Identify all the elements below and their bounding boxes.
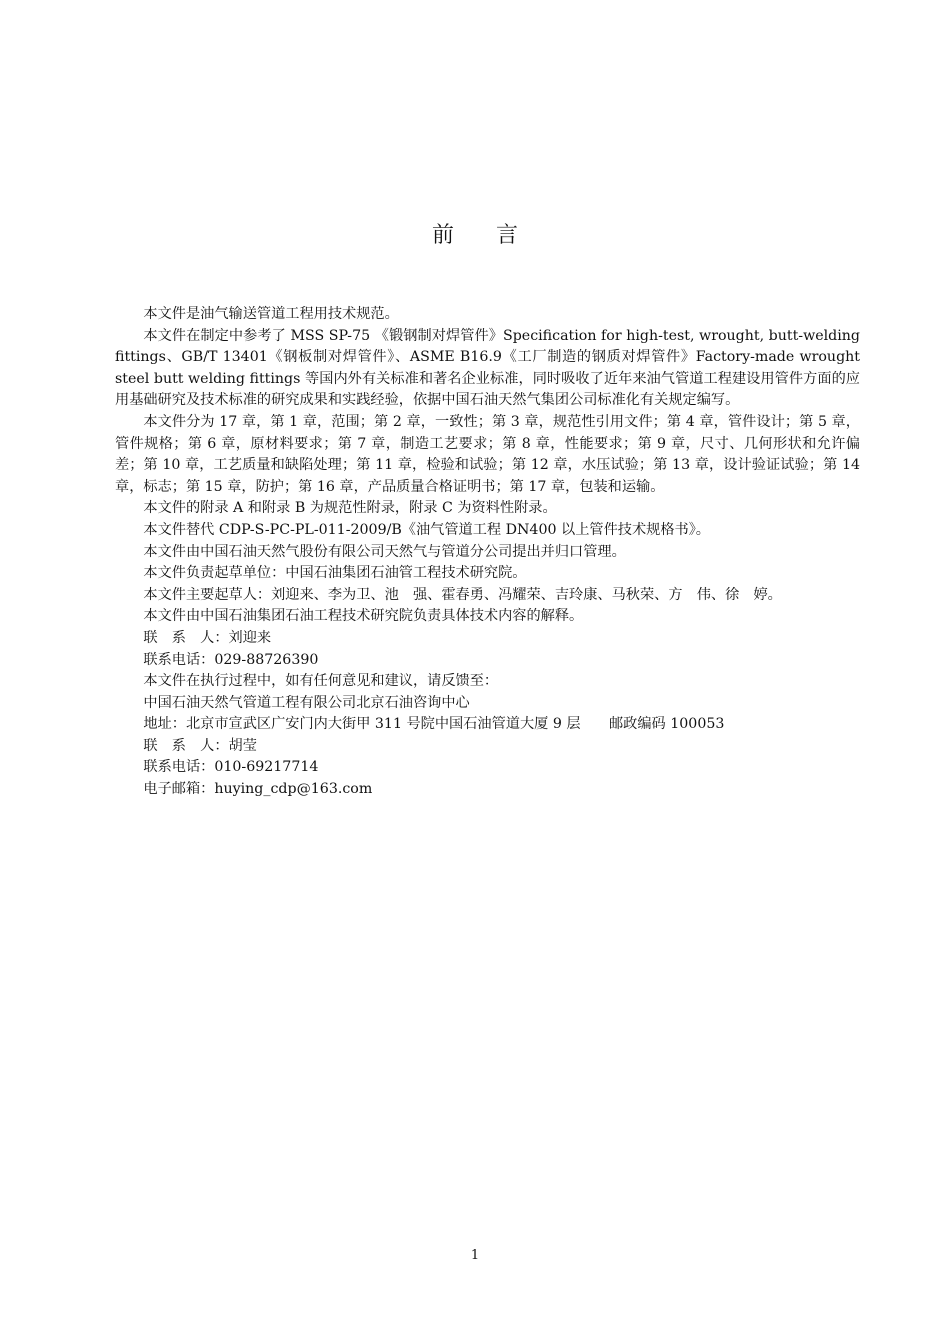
foreword-body	[115, 304, 860, 801]
paragraph-scope: 本文件是油气输送管道工程用技术规范。	[143, 306, 399, 322]
feedback-organization: 中国石油天然气管道工程有限公司北京石油咨询中心	[143, 694, 470, 711]
page-number: 1	[470, 1248, 480, 1263]
title-char-1: 前	[431, 223, 454, 248]
contact-person-2: 联 系 人：胡莹	[143, 737, 257, 754]
contact-phone-1: 联系电话：029-88726390	[143, 651, 319, 668]
paragraph-drafters: 本文件主要起草人：刘迎来、李为卫、池 强、霍春勇、冯耀荣、吉玲康、马秋荣、方 伟、徐 婷。	[143, 586, 782, 603]
feedback-address: 地址：北京市宣武区广安门内大街甲 311 号院中国石油管道大厦 9 层 邮政编码 100053	[143, 716, 725, 733]
contact-phone-2: 联系电话：010-69217714	[143, 759, 319, 776]
paragraph-feedback: 本文件在执行过程中，如有任何意见和建议，请反馈至：	[143, 673, 499, 690]
paragraph-references: 本文件在制定中参考了 MSS SP-75 《锻钢制对焊管件》Specification for high-test, wrought, butt-welding fittings、GB/T 13401《钢板制对焊管件》、ASME B16.9《工厂制造的钢质对焊管件》Factory-made wrought steel butt welding fittings 等国内外有关标准和著名企业标准，同时吸收了近年来油气管道工程建设用管件方面的应用基础研究及技术标准的研究成果和实践经验，依据中国石油天然气集团公司标准化有关规定编写。	[115, 327, 860, 409]
contact-email: 电子邮箱：huying_cdp@163.com	[143, 781, 373, 798]
paragraph-proposer: 本文件由中国石油天然气股份有限公司天然气与管道分公司提出并归口管理。	[143, 543, 626, 560]
title-char-2: 言	[496, 223, 519, 248]
paragraph-appendix: 本文件的附录 A 和附录 B 为规范性附录，附录 C 为资料性附录。	[143, 500, 557, 517]
paragraph-drafting-unit: 本文件负责起草单位：中国石油集团石油管工程技术研究院。	[143, 565, 527, 582]
page-title	[0, 220, 950, 252]
contact-person-1: 联 系 人：刘迎来	[143, 629, 272, 646]
paragraph-replaces: 本文件替代 CDP-S-PC-PL-011-2009/B《油气管道工程 DN400 以上管件技术规格书》。	[143, 521, 710, 538]
paragraph-interpretation: 本文件由中国石油集团石油工程技术研究院负责具体技术内容的解释。	[143, 608, 584, 625]
paragraph-chapters: 本文件分为 17 章，第 1 章，范围；第 2 章，一致性；第 3 章，规范性引用文件；第 4 章，管件设计；第 5 章，管件规格；第 6 章，原材料要求；第 7 章，制造工艺要求；第 8 章，性能要求；第 9 章，尺寸、几何形状和允许偏差；第 10 章，工艺质量和缺陷处理；第 11 章，检验和试验；第 12 章，水压试验；第 13 章，设计验证试验；第 14 章，标志；第 15 章，防护；第 16 章，产品质量合格证明书；第 17 章，包装和运输。	[115, 413, 860, 495]
